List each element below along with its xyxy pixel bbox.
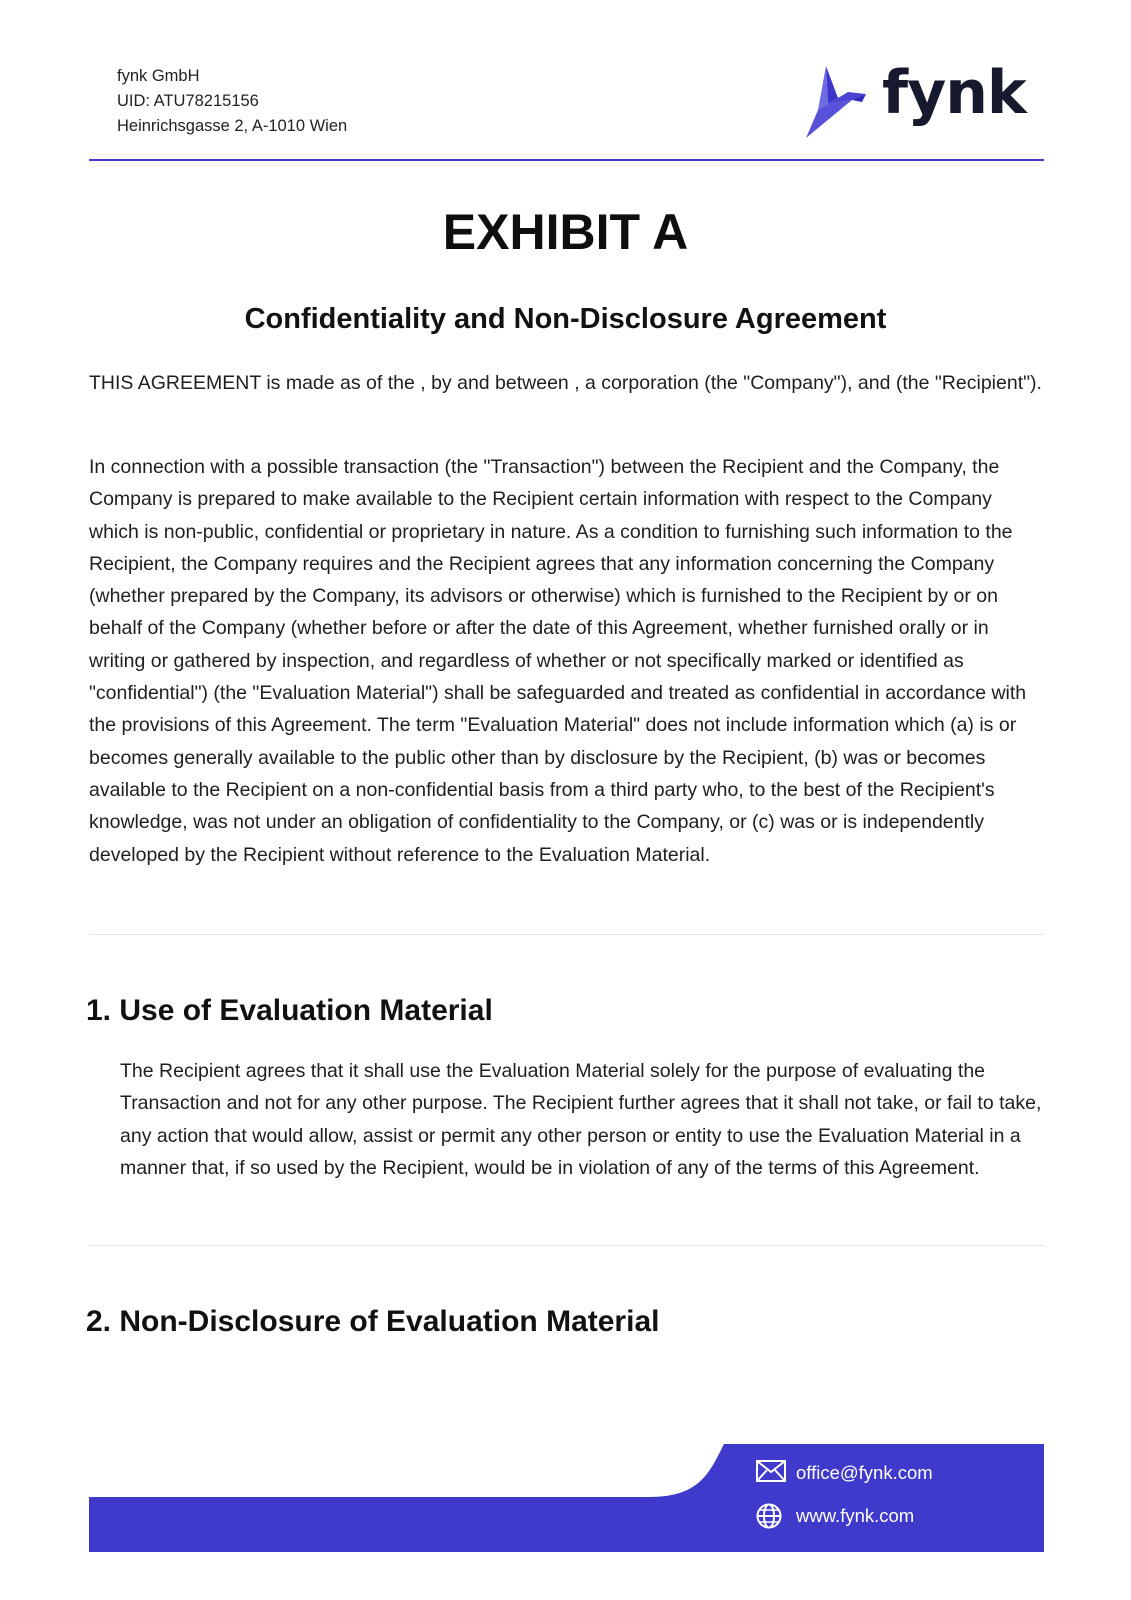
- page-title: EXHIBIT A: [442, 204, 689, 260]
- footer-band: [89, 1444, 1044, 1552]
- company-name: fynk GmbH: [117, 67, 200, 85]
- section-heading-use-of-evaluation-material: 1. Use of Evaluation Material: [86, 994, 493, 1027]
- fynk-logo: [804, 58, 1026, 142]
- section-divider: [89, 1245, 1044, 1246]
- email-link[interactable]: office@fynk.com: [796, 1462, 933, 1483]
- website-link[interactable]: www.fynk.com: [796, 1505, 915, 1526]
- section-heading-non-disclosure: 2. Non-Disclosure of Evaluation Material: [86, 1305, 660, 1338]
- company-info: [117, 64, 347, 139]
- footer-website[interactable]: [756, 1503, 914, 1529]
- globe-icon: [756, 1503, 786, 1529]
- intro-paragraph: THIS AGREEMENT is made as of the , by and between , a corporation (the "Company"), and (the "Recipient").: [89, 372, 1042, 394]
- mail-icon: [756, 1460, 786, 1486]
- header-divider: [89, 159, 1044, 161]
- company-address: Heinrichsgasse 2, A-1010 Wien: [117, 117, 348, 135]
- letterhead: [89, 58, 1044, 160]
- section-body-use-of-evaluation-material: The Recipient agrees that it shall use the Evaluation Material solely for the purpose of evaluating the Transaction and not for any other purpose. The Recipient further agrees that it shall not take, or fail to take, any action that would allow, assist or permit any other person or entity to use the Evaluation Material in a manner that, if so used by the Recipient, would be in violation of any of the terms of this Agreement.: [120, 1060, 1042, 1179]
- logo-wordmark: fynk: [882, 58, 1026, 128]
- section-divider: [89, 934, 1044, 935]
- document-subtitle: Confidentiality and Non-Disclosure Agreement: [244, 303, 887, 335]
- bird-logo-icon: [804, 64, 874, 142]
- company-uid: UID: ATU78215156: [117, 92, 259, 110]
- preamble-paragraph: In connection with a possible transaction (the "Transaction") between the Recipient and the Company, the Company is prepared to make available to the Recipient certain information with respect to the Company which is non-public, confidential or proprietary in nature. As a condition to furnishing such information to the Recipient, the Company requires and the Recipient agrees that any information concerning the Company (whether prepared by the Company, its advisors or otherwise) which is furnished to the Recipient by or on behalf of the Company (whether before or after the date of this Agreement, whether furnished orally or in writing or gathered by inspection, and regardless of whether or not specifically marked or identified as "confidential") (the "Evaluation Material") shall be safeguarded and treated as confidential in accordance with the provisions of this Agreement. The term "Evaluation Material" does not include information which (a) is or becomes generally available to the public other than by disclosure by the Recipient, (b) was or becomes available to the Recipient on a non-confidential basis from a third party who, to the best of the Recipient's knowledge, was not under an obligation of confidentiality to the Company, or (c) was or is independently developed by the Recipient without reference to the Evaluation Material.: [89, 456, 1027, 866]
- footer-email[interactable]: [756, 1460, 933, 1486]
